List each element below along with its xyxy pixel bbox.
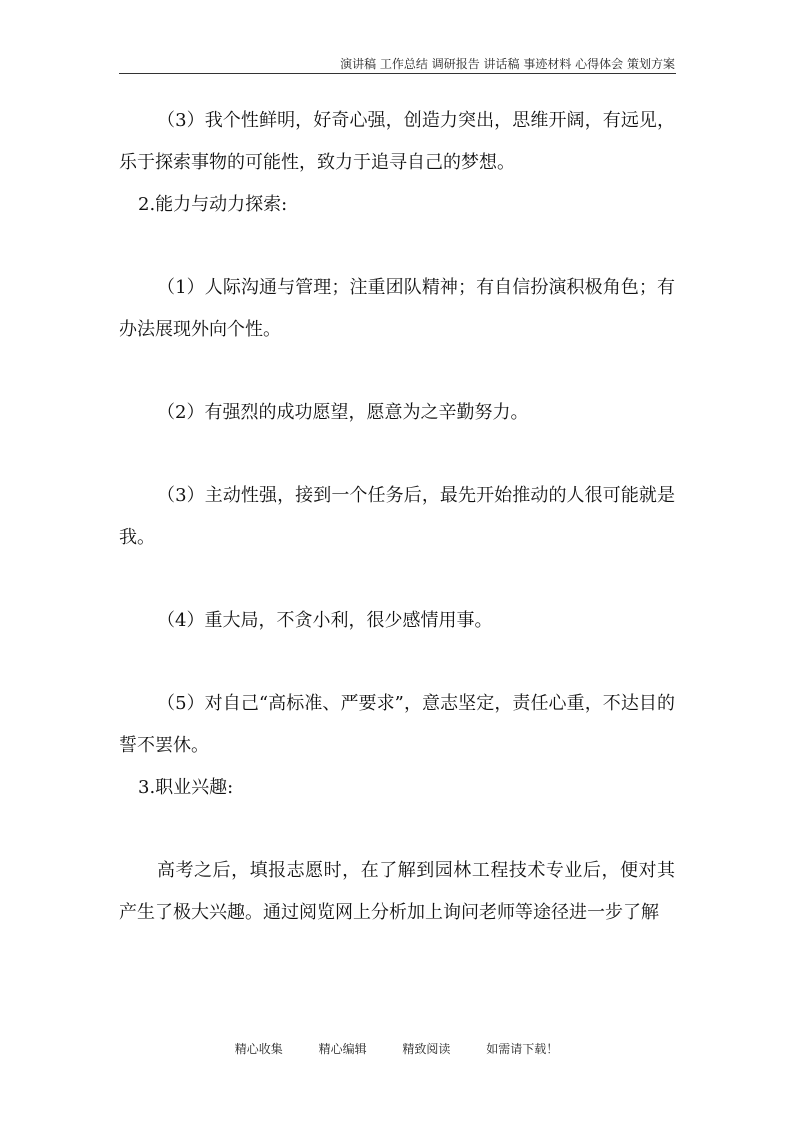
paragraph-personality-3: （3）我个性鲜明，好奇心强，创造力突出，思维开阔，有远见，乐于探索事物的可能性，致力于追寻自己的梦想。 bbox=[119, 110, 675, 173]
page-footer bbox=[0, 1040, 793, 1057]
paragraph-ability-5: （5）对自己“高标准、严要求”，意志坚定，责任心重，不达目的誓不罢休。 bbox=[119, 693, 675, 756]
section-heading-ability: 2.能力与动力探索: bbox=[138, 194, 288, 215]
paragraph-ability-2: （2）有强烈的成功愿望，愿意为之辛勤努力。 bbox=[157, 402, 529, 423]
paragraph-ability-3: （3）主动性强，接到一个任务后，最先开始推动的人很可能就是我。 bbox=[119, 485, 675, 548]
paragraph-interest: 高考之后，填报志愿时，在了解到园林工程技术专业后，便对其产生了极大兴趣。通过阅览网上分析加上询问老师等途径进一步了解 bbox=[119, 860, 675, 923]
footer-item: 精心收集 bbox=[234, 1042, 283, 1056]
page-header: 演讲稿 工作总结 调研报告 讲话稿 事迹材料 心得体会 策划方案 bbox=[340, 57, 675, 71]
section-heading-interest: 3.职业兴趣: bbox=[138, 777, 234, 798]
header-divider bbox=[119, 73, 676, 74]
document-body bbox=[119, 100, 675, 934]
footer-item: 如需请下载！ bbox=[486, 1042, 559, 1056]
footer-item: 精心编辑 bbox=[318, 1042, 367, 1056]
footer-item: 精致阅读 bbox=[402, 1042, 451, 1056]
paragraph-ability-4: （4）重大局，不贪小利，很少感情用事。 bbox=[157, 610, 493, 631]
paragraph-ability-1: （1）人际沟通与管理；注重团队精神；有自信扮演积极角色；有办法展现外向个性。 bbox=[119, 277, 675, 340]
